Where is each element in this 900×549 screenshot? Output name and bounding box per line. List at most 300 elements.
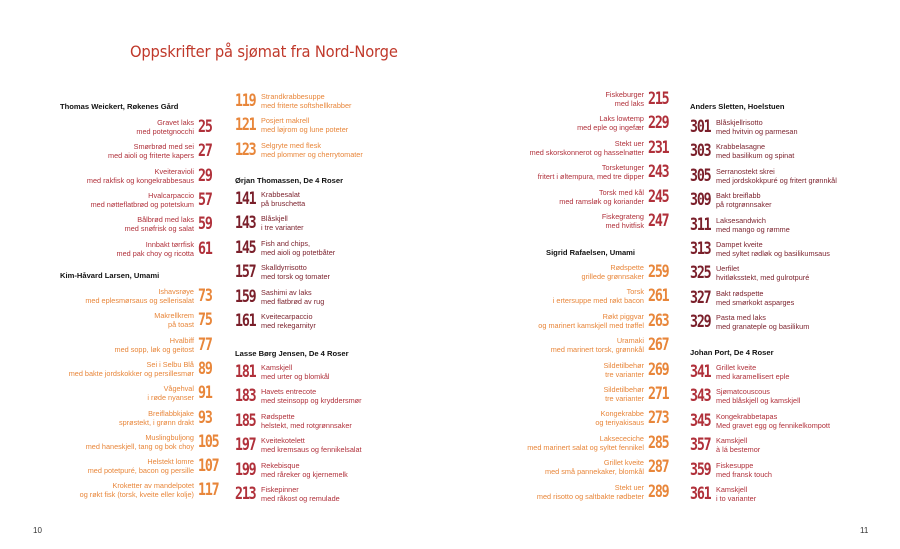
- recipe-text: [716, 289, 794, 307]
- recipe-entry: [235, 261, 445, 283]
- recipe-page-number: 93: [198, 407, 212, 428]
- recipe-name: Blåskjellrisotto: [716, 118, 763, 127]
- recipe-name: Blåskjell: [261, 214, 288, 224]
- chef-heading: Sigrid Rafaelsen, Umami: [546, 248, 636, 257]
- chef-heading: Thomas Weickert, Røkenes Gård: [60, 102, 179, 111]
- recipe-name: Selgryte med flesk: [261, 140, 322, 150]
- recipe-page-number: 305: [690, 165, 711, 186]
- recipe-text: [716, 142, 794, 160]
- recipe-description: med nøtteflatbrød og potetskum: [90, 199, 194, 209]
- recipe-page-number: 309: [690, 190, 711, 211]
- recipe-text: [716, 313, 809, 331]
- recipe-text: [716, 485, 756, 503]
- recipe-entry: [690, 189, 900, 211]
- recipe-description: med smørkokt asparges: [716, 297, 795, 307]
- recipe-name: Helstekt lomre: [147, 457, 194, 467]
- chef-heading: Johan Port, De 4 Roser: [690, 348, 774, 357]
- recipe-name: Kamskjell: [716, 436, 748, 446]
- recipe-name: Torsk med kål: [598, 187, 644, 197]
- recipe-name: Kveiteravioli: [154, 166, 194, 176]
- recipe-entry: [690, 262, 900, 284]
- recipe-text: [551, 336, 644, 354]
- recipe-text: [117, 240, 194, 258]
- recipe-text: [716, 240, 830, 258]
- recipe-entry: [0, 358, 220, 380]
- recipe-name: Strandkrabbesuppe: [261, 92, 325, 101]
- recipe-text: [261, 263, 330, 281]
- recipe-name: Rekebisque: [261, 460, 300, 470]
- recipe-name: Krabbelasagne: [716, 142, 766, 152]
- recipe-text: [261, 485, 340, 503]
- recipe-description: med syltet rødløk og basilikumsaus: [716, 249, 830, 258]
- recipe-page-number: 341: [690, 362, 711, 382]
- recipe-description: tre varianter: [605, 369, 644, 379]
- recipe-page-number: 271: [648, 384, 669, 404]
- chef-heading: Lasse Børg Jensen, De 4 Roser: [235, 349, 349, 358]
- recipe-page-number: 267: [648, 335, 669, 356]
- recipe-page-number: 311: [690, 214, 711, 235]
- recipe-entry: [0, 431, 220, 453]
- recipe-text: [605, 90, 644, 108]
- recipe-text: [716, 167, 837, 185]
- recipe-page-number: 231: [648, 137, 669, 158]
- recipe-text: [136, 118, 194, 136]
- recipe-page-number: 361: [690, 484, 711, 504]
- recipe-description: med aioli og friterte kapers: [108, 151, 194, 161]
- recipe-entry: [0, 479, 220, 501]
- recipe-description: med flatbrød av rug: [261, 296, 325, 306]
- recipe-name: Torsketunger: [601, 163, 644, 173]
- recipe-entry: [450, 383, 670, 405]
- recipe-entry: [450, 359, 670, 381]
- recipe-description: i ertersuppe med røkt bacon: [552, 296, 644, 306]
- recipe-entry: [235, 237, 445, 259]
- recipe-entry: [450, 186, 670, 208]
- recipe-entry: [690, 434, 900, 456]
- recipe-entry: [690, 385, 900, 407]
- recipe-page-number: 199: [235, 459, 256, 480]
- recipe-name: Laksececiche: [599, 433, 644, 443]
- recipe-page-number: 105: [198, 431, 219, 452]
- recipe-entry: [690, 361, 900, 383]
- recipe-page-number: 161: [235, 311, 256, 331]
- recipe-page-number: 121: [235, 115, 256, 136]
- recipe-name: Fiskeburger: [605, 90, 644, 99]
- recipe-name: Laks lowtemp: [599, 114, 644, 124]
- recipe-text: [261, 116, 348, 134]
- recipe-entry: [690, 410, 900, 432]
- recipe-description: på toast: [168, 320, 194, 330]
- recipe-text: [538, 163, 644, 181]
- recipe-page-number: 59: [198, 214, 212, 235]
- recipe-entry: [450, 137, 670, 159]
- recipe-description: i to varianter: [716, 494, 757, 503]
- recipe-text: [261, 141, 363, 159]
- recipe-page-number: 259: [648, 262, 669, 282]
- recipe-name: Fiskepinner: [261, 485, 299, 494]
- recipe-text: [716, 436, 760, 454]
- recipe-page-number: 27: [198, 141, 212, 162]
- recipe-description: med jordskokkpuré og fritert grønnkål: [716, 175, 837, 185]
- recipe-text: [577, 114, 644, 132]
- recipe-text: [261, 190, 305, 208]
- recipe-page-number: 357: [690, 435, 711, 456]
- recipe-page-number: 325: [690, 263, 711, 284]
- recipe-name: Fiskesuppe: [716, 460, 754, 470]
- recipe-description: med karamellisert eple: [716, 372, 790, 381]
- recipe-description: Med gravet egg og fennikelkompott: [716, 420, 830, 430]
- page-title: Oppskrifter på sjømat fra Nord-Norge: [130, 42, 398, 61]
- recipe-entry: [0, 382, 220, 404]
- recipe-entry: [450, 112, 670, 134]
- recipe-description: med potetpuré, bacon og persille: [87, 466, 194, 476]
- recipe-name: Uramaki: [616, 336, 644, 346]
- recipe-description: med steinsopp og kryddersmør: [261, 396, 362, 406]
- recipe-description: med blåskjell og kamskjell: [716, 396, 801, 406]
- recipe-name: Kveitecarpaccio: [261, 312, 313, 321]
- recipe-name: Breiflabbkjake: [148, 408, 194, 418]
- recipe-text: [261, 214, 304, 232]
- recipe-page-number: 343: [690, 386, 711, 407]
- recipe-page-number: 25: [198, 117, 212, 137]
- recipe-description: med hvitfisk: [605, 221, 644, 230]
- recipe-description: med aioli og potetbåter: [261, 247, 336, 257]
- chef-heading: Ørjan Thomassen, De 4 Roser: [235, 176, 344, 185]
- recipe-entry: [450, 481, 670, 503]
- recipe-text: [553, 287, 644, 305]
- recipe-text: [261, 412, 352, 430]
- recipe-description: og teriyakisaus: [595, 418, 644, 428]
- recipe-entry: [450, 210, 670, 232]
- recipe-description: med små pannekaker, blomkål: [545, 467, 644, 477]
- recipe-name: Ishavsrøye: [158, 287, 194, 296]
- recipe-page-number: 141: [235, 189, 256, 209]
- recipe-entry: [0, 140, 220, 162]
- recipe-text: [716, 461, 772, 479]
- recipe-page-number: 273: [648, 408, 669, 429]
- recipe-entry: [450, 310, 670, 332]
- recipe-description: med råkost og remulade: [261, 494, 340, 503]
- recipe-description: med mango og rømme: [716, 224, 790, 234]
- recipe-entry: [450, 285, 670, 307]
- recipe-page-number: 359: [690, 459, 711, 480]
- recipe-text: [261, 239, 335, 257]
- recipe-text: [716, 387, 800, 405]
- recipe-entry: [690, 483, 900, 505]
- recipe-description: med råreker og kjernemelk: [261, 469, 348, 479]
- recipe-name: Havets entrecote: [261, 387, 317, 397]
- recipe-name: Fish and chips,: [261, 238, 311, 248]
- recipe-description: med marinert torsk, grønnkål: [550, 345, 644, 355]
- recipe-page-number: 181: [235, 362, 256, 382]
- recipe-page-number: 61: [198, 238, 212, 259]
- recipe-name: Hvalbiff: [169, 335, 194, 345]
- recipe-text: [582, 263, 644, 281]
- recipe-page-number: 247: [648, 211, 669, 231]
- recipe-page-number: 213: [235, 484, 256, 504]
- recipe-text: [545, 458, 644, 476]
- recipe-entry: [0, 238, 220, 260]
- recipe-entry: [450, 161, 670, 183]
- recipe-description: med løjrom og lune poteter: [261, 125, 349, 135]
- recipe-text: [88, 457, 194, 475]
- recipe-page-number: 57: [198, 189, 212, 210]
- recipe-name: Uerfilet: [716, 264, 740, 274]
- recipe-description: med urter og blomkål: [261, 372, 330, 381]
- recipe-name: Stekt uer: [614, 138, 644, 148]
- recipe-text: [91, 191, 194, 209]
- recipe-entry: [0, 116, 220, 138]
- recipe-text: [716, 216, 790, 234]
- recipe-name: Kamskjell: [261, 363, 293, 372]
- recipe-name: Kamskjell: [716, 485, 748, 494]
- recipe-text: [80, 481, 194, 499]
- recipe-description: med bakte jordskokker og persillesmør: [68, 368, 194, 378]
- recipe-description: à lá bestemor: [716, 445, 761, 455]
- recipe-name: Stekt uer: [614, 482, 644, 492]
- recipe-page-number: 89: [198, 358, 212, 379]
- recipe-name: Vågehval: [163, 384, 194, 394]
- recipe-entry: [235, 434, 445, 456]
- recipe-name: Dampet kveite: [716, 240, 763, 249]
- recipe-name: Sildetilbehør: [603, 385, 644, 394]
- chef-heading: Anders Sletten, Hoelstuen: [690, 102, 785, 111]
- recipe-description: og marinert kamskjell med trøffel: [538, 320, 644, 330]
- recipe-description: med ramsløk og koriander: [559, 196, 644, 206]
- recipe-text: [261, 387, 362, 405]
- recipe-entry: [235, 212, 445, 234]
- recipe-entry: [235, 310, 445, 332]
- recipe-entry: [450, 261, 670, 283]
- recipe-description: med torsk og tomater: [261, 272, 330, 282]
- recipe-name: Serranostekt skrei: [716, 166, 775, 176]
- recipe-name: Røkt piggvar: [602, 311, 644, 321]
- recipe-page-number: 329: [690, 312, 711, 333]
- recipe-entry: [0, 213, 220, 235]
- recipe-entry: [0, 407, 220, 429]
- recipe-entry: [690, 140, 900, 162]
- recipe-page-number: 77: [198, 334, 212, 355]
- recipe-page-number: 345: [690, 410, 711, 431]
- recipe-page-number: 261: [648, 286, 669, 307]
- recipe-page-number: 117: [198, 480, 219, 501]
- recipe-description: med snøfrisk og salat: [124, 224, 194, 234]
- recipe-text: [147, 384, 194, 402]
- recipe-text: [716, 191, 772, 209]
- recipe-name: Bakt rødspette: [716, 288, 764, 298]
- recipe-description: helstekt, med rotgrønnsaker: [261, 420, 352, 430]
- recipe-page-number: 197: [235, 435, 256, 456]
- recipe-name: Sashimi av laks: [261, 287, 312, 297]
- recipe-entry: [450, 407, 670, 429]
- recipe-name: Krabbesalat: [261, 190, 300, 199]
- recipe-name: Bakt breiflabb: [716, 191, 761, 201]
- recipe-entry: [690, 459, 900, 481]
- recipe-text: [716, 412, 830, 430]
- recipe-text: [261, 288, 324, 306]
- recipe-name: Innbakt tørrfisk: [145, 239, 194, 249]
- recipe-text: [69, 360, 194, 378]
- recipe-page-number: 159: [235, 286, 256, 307]
- recipe-text: [119, 409, 194, 427]
- recipe-entry: [0, 165, 220, 187]
- recipe-text: [716, 363, 789, 381]
- recipe-text: [261, 312, 316, 330]
- recipe-entry: [690, 165, 900, 187]
- recipe-page-number: 301: [690, 117, 711, 137]
- recipe-page-number: 145: [235, 237, 256, 258]
- recipe-entry: [235, 385, 445, 407]
- recipe-name: Hvalcarpaccio: [148, 190, 194, 200]
- recipe-text: [86, 433, 194, 451]
- recipe-page-number: 243: [648, 162, 669, 183]
- recipe-description: med kremsaus og fennikelsalat: [261, 445, 362, 455]
- recipe-name: Laksesandwich: [716, 215, 766, 225]
- recipe-entry: [235, 483, 445, 505]
- recipe-description: med laks: [614, 99, 644, 108]
- recipe-name: Kongekrabbe: [600, 409, 644, 419]
- page-number-left: 10: [33, 526, 42, 535]
- recipe-entry: [0, 189, 220, 211]
- recipe-page-number: 107: [198, 456, 219, 477]
- recipe-description: sprøstekt, i grønn drakt: [118, 417, 194, 427]
- recipe-page-number: 119: [235, 91, 256, 111]
- recipe-entry: [235, 410, 445, 432]
- recipe-description: med marinert salat og syltet fennikel: [527, 442, 644, 452]
- recipe-description: hvitløksstekt, med gulrotpuré: [716, 273, 810, 283]
- recipe-name: Posjert makrell: [261, 116, 310, 126]
- recipe-entry: [235, 114, 445, 136]
- recipe-name: Kroketter av mandelpotet: [112, 481, 194, 491]
- recipe-name: Gravet laks: [157, 118, 194, 127]
- recipe-description: med fransk touch: [716, 469, 772, 479]
- recipe-description: i tre varianter: [261, 223, 304, 233]
- recipe-page-number: 287: [648, 457, 669, 478]
- recipe-entry: [690, 214, 900, 236]
- recipe-entry: [0, 309, 220, 331]
- recipe-description: med eplesmørsaus og sellerisalat: [85, 296, 194, 305]
- recipe-page-number: 73: [198, 286, 212, 306]
- recipe-text: [85, 287, 194, 305]
- recipe-text: [261, 436, 362, 454]
- recipe-description: med potetgnocchi: [136, 127, 194, 136]
- recipe-page-number: 263: [648, 310, 669, 331]
- recipe-name: Torsk: [626, 287, 644, 297]
- recipe-page-number: 303: [690, 141, 711, 162]
- recipe-description: med granateple og basilikum: [716, 322, 810, 332]
- recipe-name: Smørbrød med sei: [133, 142, 194, 152]
- recipe-name: Rødspette: [261, 411, 295, 421]
- recipe-entry: [450, 334, 670, 356]
- recipe-page-number: 123: [235, 139, 256, 160]
- recipe-description: med rekegarnityr: [261, 321, 316, 330]
- recipe-description: med friterte softshellkrabber: [261, 101, 352, 110]
- recipe-description: med hvitvin og parmesan: [716, 127, 798, 136]
- recipe-entry: [450, 456, 670, 478]
- recipe-description: på bruschetta: [261, 199, 306, 208]
- recipe-text: [125, 215, 194, 233]
- recipe-description: på rotgrønnsaker: [716, 200, 772, 210]
- recipe-text: [716, 264, 809, 282]
- recipe-text: [261, 363, 330, 381]
- recipe-name: Rødspette: [610, 263, 644, 272]
- recipe-description: med basilikum og spinat: [716, 151, 795, 161]
- recipe-text: [115, 336, 195, 354]
- recipe-description: i røde nyanser: [147, 393, 194, 403]
- recipe-page-number: 183: [235, 386, 256, 407]
- recipe-page-number: 313: [690, 239, 711, 259]
- recipe-name: Grillet kveite: [603, 458, 644, 468]
- recipe-name: Sildetilbehør: [603, 360, 644, 370]
- recipe-text: [603, 361, 644, 379]
- recipe-description: med rakfisk og kongekrabbesaus: [86, 175, 194, 185]
- recipe-name: Kveitekotelett: [261, 436, 305, 446]
- recipe-description: med sopp, løk og geitost: [114, 344, 194, 354]
- recipe-entry: [690, 116, 900, 138]
- recipe-text: [261, 92, 351, 110]
- recipe-entry: [450, 432, 670, 454]
- recipe-text: [108, 142, 194, 160]
- recipe-description: med pak choy og ricotta: [116, 248, 194, 258]
- chef-heading: Kim-Håvard Larsen, Umami: [60, 271, 160, 280]
- recipe-text: [602, 212, 644, 230]
- recipe-text: [603, 385, 644, 403]
- recipe-text: [595, 409, 644, 427]
- recipe-entry: [0, 455, 220, 477]
- recipe-text: [716, 118, 798, 136]
- recipe-page-number: 289: [648, 481, 669, 502]
- recipe-entry: [235, 459, 445, 481]
- recipe-name: Kongekrabbetapas: [716, 411, 778, 421]
- recipe-entry: [0, 285, 220, 307]
- recipe-description: med eple og ingefær: [577, 123, 644, 133]
- recipe-name: Sei i Selbu Blå: [146, 359, 194, 369]
- recipe-entry: [690, 287, 900, 309]
- recipe-page-number: 185: [235, 410, 256, 431]
- recipe-text: [538, 312, 644, 330]
- recipe-entry: [690, 311, 900, 333]
- recipe-name: Bålbrød med laks: [137, 215, 194, 225]
- recipe-text: [559, 188, 644, 206]
- recipe-entry: [235, 361, 445, 383]
- recipe-text: [527, 434, 644, 452]
- recipe-entry: [235, 286, 445, 308]
- recipe-description: fritert i øltempura, med tre dipper: [537, 172, 644, 182]
- recipe-page-number: 75: [198, 310, 212, 331]
- recipe-page-number: 91: [198, 383, 212, 404]
- recipe-description: med plommer og cherrytomater: [261, 149, 363, 159]
- recipe-description: med risotto og saltbakte rødbeter: [536, 491, 644, 501]
- recipe-description: tre varianter: [605, 394, 644, 403]
- recipe-name: Fiskegrateng: [601, 212, 644, 221]
- recipe-name: Muslingbuljong: [145, 432, 194, 442]
- recipe-entry: [235, 90, 445, 112]
- recipe-page-number: 327: [690, 287, 711, 308]
- recipe-page-number: 245: [648, 186, 669, 207]
- recipe-description: og røkt fisk (torsk, kveite eller kolje): [79, 490, 194, 500]
- recipe-entry: [235, 188, 445, 210]
- recipe-name: Grillet kveite: [716, 363, 757, 372]
- recipe-description: med haneskjell, tang og bok choy: [85, 441, 194, 451]
- recipe-text: [154, 311, 194, 329]
- recipe-page-number: 285: [648, 432, 669, 453]
- recipe-entry: [235, 139, 445, 161]
- recipe-description: med skorskonnerot og hasselnøtter: [529, 147, 644, 157]
- recipe-page-number: 29: [198, 165, 212, 186]
- recipe-page-number: 229: [648, 113, 669, 134]
- recipe-name: Makrellkrem: [154, 311, 194, 321]
- recipe-entry: [690, 238, 900, 260]
